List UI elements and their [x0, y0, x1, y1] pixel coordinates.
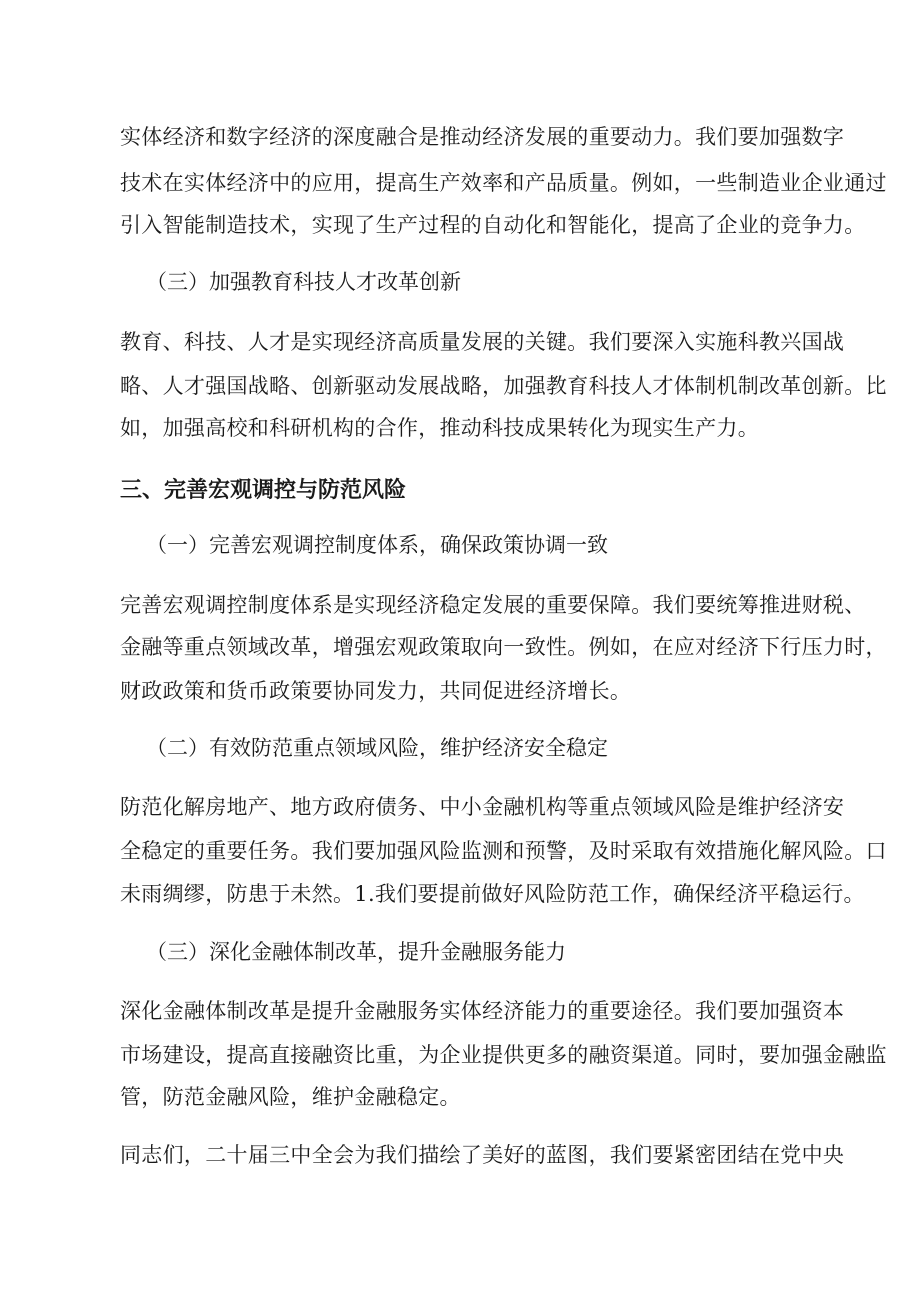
body-paragraph-line: 防范化解房地产、地方政府债务、中小金融机构等重点领域风险是维护经济安 [120, 795, 845, 819]
subheading: （二）有效防范重点领域风险，维护经济安全稳定 [146, 736, 608, 760]
body-paragraph-line: 管，防范金融风险，维护金融稳定。 [120, 1085, 461, 1109]
body-paragraph-line: 全稳定的重要任务。我们要加强风险监测和预警，及时采取有效措施化解风险。口 [120, 839, 887, 863]
body-paragraph-line: 金融等重点领域改革，增强宏观政策取向一致性。例如，在应对经济下行压力时， [120, 635, 887, 659]
subheading: （一）完善宏观调控制度体系，确保政策协调一致 [146, 533, 608, 557]
body-paragraph-line: 略、人才强国战略、创新驱动发展战略，加强教育科技人才体制机制改革创新。比 [120, 374, 887, 398]
body-paragraph-line: 引入智能制造技术，实现了生产过程的自动化和智能化，提高了企业的竞争力。 [120, 213, 866, 237]
body-paragraph-line: 深化金融体制改革是提升金融服务实体经济能力的重要途径。我们要加强资本 [120, 999, 845, 1023]
section-heading: 三、完善宏观调控与防范风险 [120, 478, 407, 503]
body-paragraph-line: 实体经济和数字经济的深度融合是推动经济发展的重要动力。我们要加强数字 [120, 125, 845, 149]
body-paragraph-line: 未雨绸缪，防患于未然。1.我们要提前做好风险防范工作，确保经济平稳运行。 [120, 882, 865, 906]
body-paragraph-line: 财政政策和货币政策要协同发力，共同促进经济增长。 [120, 679, 632, 703]
body-paragraph-line: 如，加强高校和科研机构的合作，推动科技成果转化为现实生产力。 [120, 416, 759, 440]
body-paragraph-line: 同志们，二十届三中全会为我们描绘了美好的蓝图，我们要紧密团结在党中央 [120, 1143, 845, 1167]
body-paragraph-line: 教育、科技、人才是实现经济高质量发展的关键。我们要深入实施科教兴国战 [120, 330, 845, 354]
subheading: （三）深化金融体制改革，提升金融服务能力 [146, 940, 566, 964]
body-paragraph-line: 完善宏观调控制度体系是实现经济稳定发展的重要保障。我们要统筹推进财税、 [120, 593, 866, 617]
body-paragraph-line: 市场建设，提高直接融资比重，为企业提供更多的融资渠道。同时，要加强金融监 [120, 1043, 887, 1067]
subheading: （三）加强教育科技人才改革创新 [146, 270, 461, 294]
body-paragraph-line: 技术在实体经济中的应用，提高生产效率和产品质量。例如，一些制造业企业通过 [120, 171, 887, 195]
